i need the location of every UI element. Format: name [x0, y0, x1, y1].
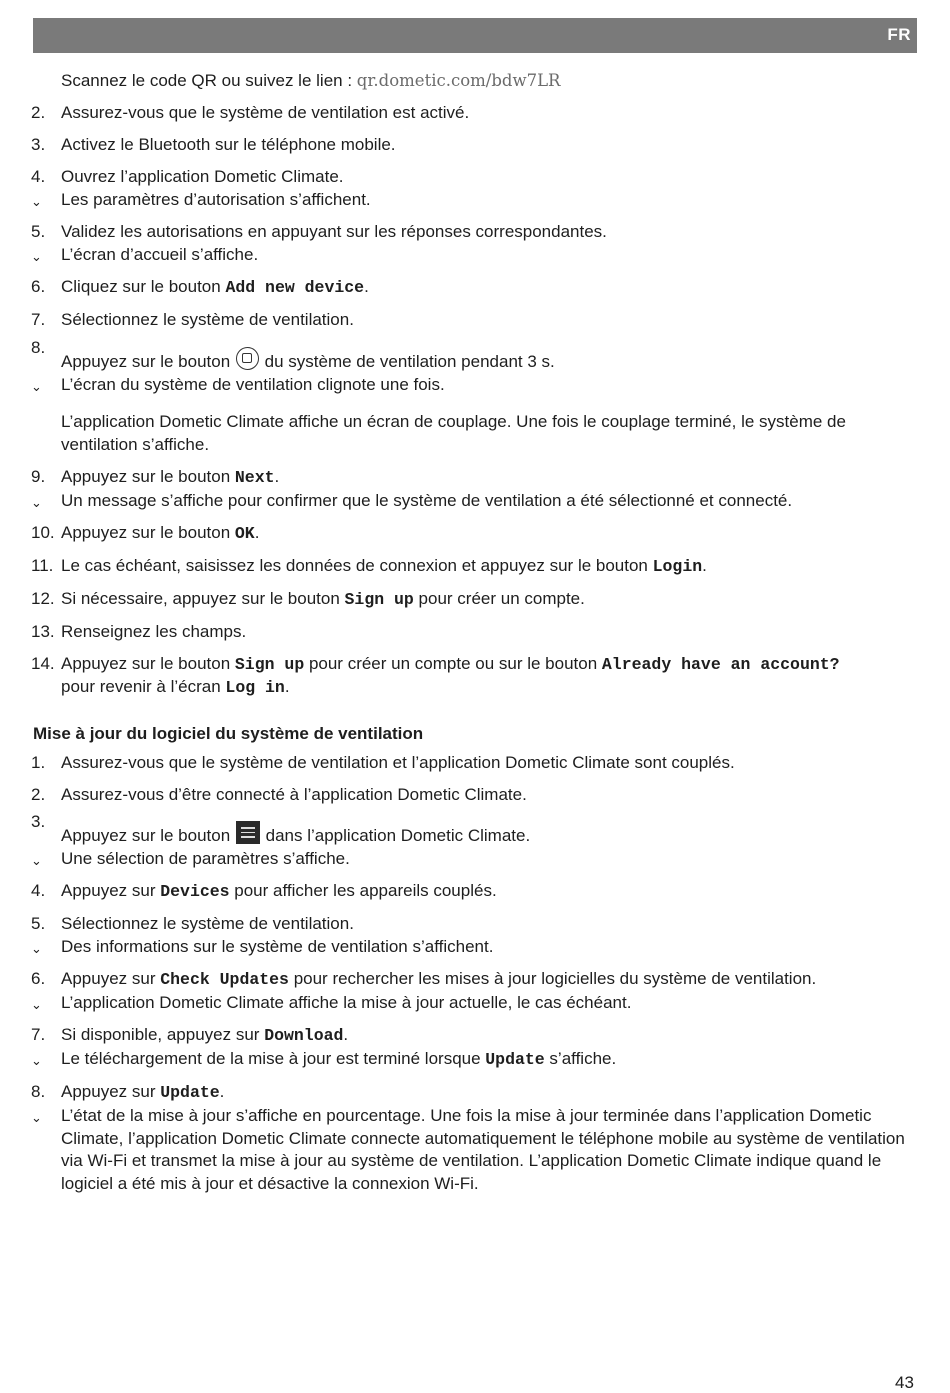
- punct: .: [284, 677, 290, 696]
- step-text-cont: pour créer un compte.: [413, 588, 585, 608]
- step-number: 1.: [31, 752, 46, 772]
- step-text: Activez le Bluetooth sur le téléphone mobile.: [61, 135, 396, 154]
- step: [33, 968, 917, 992]
- step: [33, 880, 917, 904]
- step-number: 8.: [31, 1082, 46, 1101]
- chevron-down-icon: ⌄: [31, 853, 42, 868]
- result-text-cont: s’affiche.: [544, 1049, 617, 1068]
- step: [33, 653, 917, 700]
- step-result: [33, 189, 917, 212]
- step-text: Renseignez les champs.: [61, 621, 247, 641]
- result-text: L’état de la mise à jour s’affiche en pourcentage. Une fois la mise à jour terminée dans l’application Dometic Climate, l’application Dometic Climate connecte automatiquement le téléphone mobile au système de ventilation via Wi-Fi et transmet la mise à jour au système de ventilation. L’application Dometic Climate indique quand le logiciel a été mis à jour et désactive la connexion Wi-Fi.: [61, 1106, 905, 1193]
- sign-up-button-ref: Sign up: [234, 654, 305, 674]
- step-result: [33, 1048, 917, 1072]
- step-number: 4.: [31, 167, 46, 186]
- result-text: Un message s’affiche pour confirmer que le système de ventilation a été sélectionné et connecté.: [61, 490, 793, 510]
- intro-line: [33, 70, 917, 93]
- chevron-down-icon: ⌄: [31, 941, 42, 956]
- result-text: Des informations sur le système de ventilation s’affichent.: [61, 937, 494, 956]
- section-heading: Mise à jour du logiciel du système de ventilation: [33, 723, 424, 743]
- step-number: 7.: [31, 1025, 46, 1044]
- step-text: Appuyez sur le bouton: [61, 351, 235, 371]
- punct: .: [702, 555, 707, 575]
- punct: .: [364, 277, 369, 296]
- step-number: 6.: [31, 277, 46, 296]
- step-number: 13.: [31, 621, 55, 641]
- chevron-down-icon: ⌄: [31, 494, 42, 510]
- download-button-ref: Download: [264, 1026, 344, 1045]
- step-text: Assurez-vous d’être connecté à l’application Dometic Climate.: [61, 784, 527, 804]
- chevron-down-icon: ⌄: [31, 249, 42, 264]
- step-number: 4.: [31, 881, 46, 900]
- step: [33, 134, 917, 157]
- qr-link[interactable]: qr.dometic.com/bdw7LR: [356, 71, 561, 90]
- step-number: 2.: [31, 784, 46, 804]
- step-text: Appuyez sur: [61, 881, 161, 900]
- step: [33, 913, 917, 936]
- ventilation-button-icon: [236, 347, 259, 370]
- step-text: Cliquez sur le bouton: [61, 277, 226, 296]
- step-text: Assurez-vous que le système de ventilation et l’application Dometic Climate sont couplés.: [61, 752, 735, 772]
- step-number: 3.: [31, 812, 46, 831]
- chevron-down-icon: ⌄: [31, 997, 42, 1012]
- step-result: [33, 848, 917, 871]
- log-in-screen-ref: Log in: [225, 678, 285, 697]
- step-text-cont: pour créer un compte ou sur le bouton: [304, 653, 602, 673]
- next-button-ref: Next: [234, 467, 275, 487]
- sign-up-button-ref: Sign up: [344, 589, 414, 609]
- step-text: Appuyez sur le bouton: [61, 522, 235, 542]
- page-number: 43: [895, 1373, 914, 1392]
- step: [33, 621, 917, 644]
- step: [31, 337, 917, 374]
- step: [33, 784, 917, 807]
- update-button-ref: Update: [160, 1083, 220, 1102]
- step-text-cont: pour revenir à l’écran: [61, 677, 226, 696]
- step-text-cont: du système de ventilation pendant 3 s.: [259, 351, 555, 371]
- step-text: Validez les autorisations en appuyant sur les réponses correspondantes.: [61, 222, 607, 241]
- menu-icon: [236, 821, 260, 844]
- step: [33, 466, 917, 490]
- step: [33, 221, 917, 244]
- check-updates-button-ref: Check Updates: [160, 970, 289, 989]
- language-code: FR: [887, 25, 911, 44]
- step-note: [33, 411, 917, 456]
- step-text: Si disponible, appuyez sur: [61, 1025, 265, 1044]
- step-number: 7.: [31, 310, 46, 329]
- step-number: 6.: [31, 969, 46, 988]
- step-number: 12.: [31, 588, 55, 608]
- step-number: 11.: [31, 555, 54, 575]
- chevron-down-icon: ⌄: [31, 378, 42, 394]
- punct: .: [219, 1082, 225, 1101]
- intro-text: Scannez le code QR ou suivez le lien :: [61, 71, 357, 90]
- result-text: L’écran d’accueil s’affiche.: [61, 245, 259, 264]
- step-text: Ouvrez l’application Dometic Climate.: [61, 167, 344, 186]
- devices-button-ref: Devices: [160, 882, 230, 901]
- result-text: L’application Dometic Climate affiche la mise à jour actuelle, le cas échéant.: [61, 993, 632, 1012]
- punct: .: [254, 522, 260, 542]
- step-text: Appuyez sur: [61, 1082, 161, 1101]
- step: [33, 1081, 917, 1105]
- step: [33, 276, 917, 300]
- ok-button-ref: OK: [234, 523, 255, 543]
- note-text: L’application Dometic Climate affiche un écran de couplage. Une fois le couplage terminé, le système de ventilation s’affiche.: [61, 412, 846, 454]
- chevron-down-icon: ⌄: [31, 194, 42, 209]
- step-text: Si nécessaire, appuyez sur le bouton: [61, 588, 345, 608]
- step-result: [33, 1105, 917, 1195]
- header-bar: [33, 18, 917, 53]
- step-text: Appuyez sur le bouton: [61, 466, 235, 486]
- step: [33, 588, 917, 612]
- step-number: 5.: [31, 914, 46, 933]
- step-text: Sélectionnez le système de ventilation.: [61, 310, 354, 329]
- chevron-down-icon: ⌄: [31, 1053, 42, 1068]
- step-number: 8.: [31, 337, 46, 357]
- chevron-down-icon: ⌄: [31, 1110, 42, 1125]
- step: [33, 102, 917, 125]
- step-number: 3.: [31, 135, 46, 154]
- step-result: [33, 490, 917, 513]
- step-text: Sélectionnez le système de ventilation.: [61, 914, 354, 933]
- result-text: Les paramètres d’autorisation s’affichent.: [61, 190, 371, 209]
- step-text: Appuyez sur le bouton: [61, 826, 235, 845]
- step-result: [33, 244, 917, 267]
- step: [33, 555, 917, 579]
- instructions: [33, 70, 917, 1195]
- punct: .: [274, 466, 280, 486]
- already-have-account-button-ref: Already have an account?: [601, 654, 840, 674]
- step: [31, 812, 917, 848]
- login-button-ref: Login: [652, 556, 703, 576]
- update-button-ref: Update: [485, 1050, 545, 1069]
- punct: .: [343, 1025, 349, 1044]
- step: [33, 752, 917, 775]
- step-number: 9.: [31, 466, 46, 486]
- step-number: 5.: [31, 222, 46, 241]
- step-text: Appuyez sur le bouton: [61, 653, 235, 673]
- add-new-device-button-ref: Add new device: [225, 278, 365, 297]
- step: [33, 1024, 917, 1048]
- step: [33, 522, 917, 546]
- step-number: 10.: [31, 522, 55, 542]
- result-text: Une sélection de paramètres s’affiche.: [61, 849, 350, 868]
- step: [33, 166, 917, 189]
- step-text: Le cas échéant, saisissez les données de connexion et appuyez sur le bouton: [61, 555, 653, 575]
- result-text: Le téléchargement de la mise à jour est terminé lorsque: [61, 1049, 486, 1068]
- step-text: Assurez-vous que le système de ventilation est activé.: [61, 103, 470, 122]
- step-result: [33, 992, 917, 1015]
- step-text-cont: pour afficher les appareils couplés.: [229, 881, 497, 900]
- step-number: 2.: [31, 103, 46, 122]
- step-text: Appuyez sur: [61, 969, 161, 988]
- step-number: 14.: [31, 653, 55, 673]
- result-text: L’écran du système de ventilation clignote une fois.: [61, 374, 445, 394]
- step-text-cont: dans l’application Dometic Climate.: [260, 826, 531, 845]
- step-result: [33, 936, 917, 959]
- step: [33, 309, 917, 332]
- step-text-cont: pour rechercher les mises à jour logicielles du système de ventilation.: [288, 969, 817, 988]
- step-result: [33, 374, 917, 397]
